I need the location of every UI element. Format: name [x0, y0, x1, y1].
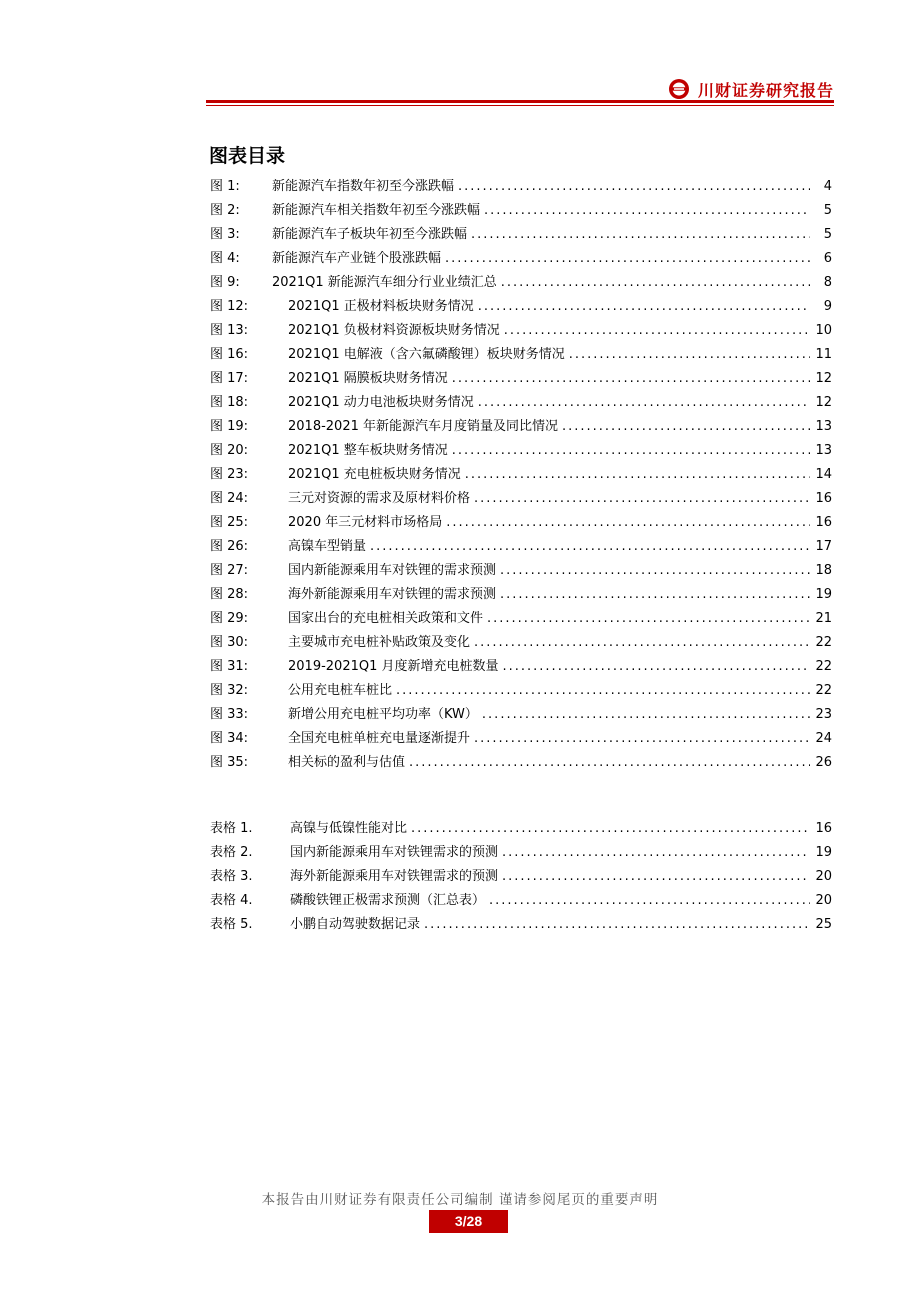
figure-entry[interactable]	[210, 583, 832, 607]
toc-entry-title: 新能源汽车相关指数年初至今涨跌幅	[272, 203, 481, 218]
toc-entry-number: 图 32:	[210, 683, 249, 698]
toc-entry-title: 2021Q1 动力电池板块财务情况	[288, 395, 474, 410]
figure-entry[interactable]	[210, 367, 832, 391]
toc-leader-dots	[474, 487, 810, 511]
toc-entry-page: 22	[815, 635, 832, 650]
toc-entry-page: 24	[815, 731, 832, 746]
toc-leader-dots	[452, 439, 810, 463]
toc-leader-dots	[500, 583, 810, 607]
toc-entry-title: 国内新能源乘用车对铁锂的需求预测	[288, 563, 497, 578]
toc-entry-title: 高镍车型销量	[288, 539, 367, 554]
toc-entry-page: 22	[815, 683, 832, 698]
toc-entry-number: 图 25:	[210, 515, 249, 530]
figure-entry[interactable]	[210, 463, 832, 487]
toc-entry-page: 4	[823, 179, 832, 194]
toc-entry-page: 13	[815, 419, 832, 434]
figure-entry[interactable]	[210, 679, 832, 703]
toc-entry-page: 19	[815, 845, 832, 860]
figure-entry[interactable]	[210, 391, 832, 415]
toc-entry-number: 图 26:	[210, 539, 249, 554]
brand-name: 川财证券研究报告	[697, 80, 834, 100]
toc-entry-page: 6	[823, 251, 832, 266]
toc-entry-page: 11	[815, 347, 832, 362]
toc-entry-page: 12	[815, 371, 832, 386]
toc-entry-title: 小鹏自动驾驶数据记录	[290, 917, 421, 932]
toc-entry-number: 图 18:	[210, 395, 249, 410]
table-entry[interactable]	[210, 865, 832, 889]
toc-entry-page: 12	[815, 395, 832, 410]
toc-entry-number: 图 17:	[210, 371, 249, 386]
toc-entry-page: 8	[823, 275, 832, 290]
figure-entry[interactable]	[210, 511, 832, 535]
toc-leader-dots	[370, 535, 810, 559]
toc-entry-page: 16	[815, 491, 832, 506]
table-entry[interactable]	[210, 841, 832, 865]
figure-entry[interactable]	[210, 175, 832, 199]
table-entry[interactable]	[210, 913, 832, 937]
figure-entry[interactable]	[210, 487, 832, 511]
figure-entry[interactable]	[210, 439, 832, 463]
toc-leader-dots	[465, 463, 810, 487]
figure-entry[interactable]	[210, 631, 832, 655]
figure-entry[interactable]	[210, 247, 832, 271]
toc-leader-dots	[478, 295, 810, 319]
toc-entry-number: 图 29:	[210, 611, 249, 626]
toc-entry-title: 2021Q1 负极材料资源板块财务情况	[288, 323, 500, 338]
toc-entry-title: 国家出台的充电桩相关政策和文件	[288, 611, 484, 626]
figure-entry[interactable]	[210, 535, 832, 559]
toc-entry-title: 2021Q1 正极材料板块财务情况	[288, 299, 474, 314]
toc-leader-dots	[502, 865, 810, 889]
figure-entry[interactable]	[210, 295, 832, 319]
toc-leader-dots	[569, 343, 810, 367]
table-entry[interactable]	[210, 817, 832, 841]
figure-entry[interactable]	[210, 415, 832, 439]
toc-leader-dots	[471, 223, 810, 247]
header-brand	[668, 76, 834, 102]
toc-entry-number: 图 9:	[210, 275, 240, 290]
toc-entry-title: 新能源汽车子板块年初至今涨跌幅	[272, 227, 468, 242]
toc-entry-title: 公用充电桩车桩比	[288, 683, 393, 698]
toc-entry-number: 表格 2.	[210, 845, 253, 860]
toc-entry-page: 16	[815, 515, 832, 530]
toc-entry-number: 图 27:	[210, 563, 249, 578]
toc-entry-title: 2019-2021Q1 月度新增充电桩数量	[288, 659, 499, 674]
toc-entry-title: 2018-2021 年新能源汽车月度销量及同比情况	[288, 419, 558, 434]
toc-entry-title: 国内新能源乘用车对铁锂需求的预测	[290, 845, 499, 860]
toc-entry-title: 海外新能源乘用车对铁锂需求的预测	[290, 869, 499, 884]
toc-leader-dots	[396, 679, 810, 703]
toc-entry-number: 图 35:	[210, 755, 249, 770]
toc-entry-page: 5	[823, 203, 832, 218]
toc-entry-page: 13	[815, 443, 832, 458]
toc-entry-number: 图 12:	[210, 299, 249, 314]
figure-entry[interactable]	[210, 271, 832, 295]
toc-entry-title: 主要城市充电桩补贴政策及变化	[288, 635, 471, 650]
toc-entry-page: 17	[815, 539, 832, 554]
toc-entry-title: 2021Q1 电解液（含六氟磷酸锂）板块财务情况	[288, 347, 565, 362]
toc-leader-dots	[502, 841, 810, 865]
toc-entry-title: 2021Q1 整车板块财务情况	[288, 443, 448, 458]
toc-entry-number: 图 30:	[210, 635, 249, 650]
toc-entry-title: 新能源汽车产业链个股涨跌幅	[272, 251, 442, 266]
toc-entry-title: 三元对资源的需求及原材料价格	[288, 491, 471, 506]
toc-leader-dots	[489, 889, 810, 913]
toc-entry-number: 图 19:	[210, 419, 249, 434]
toc-entry-title: 相关标的盈利与估值	[288, 755, 406, 770]
toc-entry-number: 图 16:	[210, 347, 249, 362]
figure-list	[210, 175, 832, 775]
toc-entry-page: 22	[815, 659, 832, 674]
toc-leader-dots	[458, 175, 810, 199]
figure-entry[interactable]	[210, 199, 832, 223]
toc-entry-page: 5	[823, 227, 832, 242]
chuancai-logo-icon	[668, 78, 690, 100]
toc-entry-title: 2021Q1 充电桩板块财务情况	[288, 467, 461, 482]
toc-entry-number: 表格 1.	[210, 821, 253, 836]
figure-entry[interactable]	[210, 223, 832, 247]
toc-leader-dots	[482, 703, 810, 727]
toc-entry-number: 图 34:	[210, 731, 249, 746]
toc-leader-dots	[503, 655, 811, 679]
toc-entry-title: 2021Q1 新能源汽车细分行业业绩汇总	[272, 275, 497, 290]
toc-leader-dots	[452, 367, 810, 391]
figure-entry[interactable]	[210, 655, 832, 679]
toc-entry-number: 表格 5.	[210, 917, 253, 932]
figure-entry[interactable]	[210, 751, 832, 775]
table-list	[210, 817, 832, 937]
toc-entry-number: 表格 4.	[210, 893, 253, 908]
toc-entry-number: 图 3:	[210, 227, 240, 242]
header-rule	[206, 100, 834, 103]
footer-disclaimer: 本报告由川财证券有限责任公司编制 谨请参阅尾页的重要声明	[261, 1192, 659, 1208]
toc-leader-dots	[424, 913, 810, 937]
toc-entry-page: 19	[815, 587, 832, 602]
toc-entry-page: 21	[815, 611, 832, 626]
table-entry[interactable]	[210, 889, 832, 913]
figure-entry[interactable]	[210, 607, 832, 631]
toc-entry-page: 9	[823, 299, 832, 314]
toc-entry-number: 图 24:	[210, 491, 249, 506]
page-title: 图表目录	[209, 145, 286, 167]
toc-entry-title: 新增公用充电桩平均功率（KW）	[288, 707, 478, 722]
toc-leader-dots	[474, 727, 810, 751]
toc-entry-title: 海外新能源乘用车对铁锂的需求预测	[288, 587, 497, 602]
toc-entry-number: 图 33:	[210, 707, 249, 722]
figure-entry[interactable]	[210, 703, 832, 727]
header-rule-thin	[206, 105, 834, 106]
toc-entry-number: 图 4:	[210, 251, 240, 266]
toc-entry-page: 25	[815, 917, 832, 932]
toc-entry-page: 14	[815, 467, 832, 482]
toc-entry-page: 18	[815, 563, 832, 578]
toc-entry-page: 23	[815, 707, 832, 722]
toc-entry-number: 表格 3.	[210, 869, 253, 884]
toc-entry-page: 16	[815, 821, 832, 836]
toc-entry-title: 高镍与低镍性能对比	[290, 821, 408, 836]
toc-leader-dots	[487, 607, 810, 631]
toc-entry-number: 图 23:	[210, 467, 249, 482]
toc-leader-dots	[445, 247, 810, 271]
figure-entry[interactable]	[210, 343, 832, 367]
toc-leader-dots	[411, 817, 810, 841]
toc-leader-dots	[504, 319, 810, 343]
toc-entry-number: 图 2:	[210, 203, 240, 218]
toc-entry-title: 新能源汽车指数年初至今涨跌幅	[272, 179, 455, 194]
toc-entry-title: 磷酸铁锂正极需求预测（汇总表）	[290, 893, 486, 908]
toc-entry-number: 图 13:	[210, 323, 249, 338]
figure-entry[interactable]	[210, 319, 832, 343]
toc-entry-number: 图 20:	[210, 443, 249, 458]
toc-leader-dots	[501, 271, 810, 295]
toc-leader-dots	[562, 415, 810, 439]
toc-entry-page: 20	[815, 893, 832, 908]
toc-entry-number: 图 28:	[210, 587, 249, 602]
toc-entry-title: 2021Q1 隔膜板块财务情况	[288, 371, 448, 386]
toc-entry-page: 26	[815, 755, 832, 770]
toc-leader-dots	[446, 511, 810, 535]
toc-entry-page: 20	[815, 869, 832, 884]
figure-entry[interactable]	[210, 727, 832, 751]
toc-leader-dots	[500, 559, 810, 583]
toc-leader-dots	[478, 391, 810, 415]
toc-entry-page: 10	[815, 323, 832, 338]
toc-leader-dots	[409, 751, 810, 775]
toc-entry-title: 2020 年三元材料市场格局	[288, 515, 443, 530]
toc-leader-dots	[474, 631, 810, 655]
page-number: 3/28	[429, 1210, 508, 1233]
toc-entry-number: 图 31:	[210, 659, 249, 674]
figure-entry[interactable]	[210, 559, 832, 583]
toc-entry-number: 图 1:	[210, 179, 240, 194]
toc-entry-title: 全国充电桩单桩充电量逐渐提升	[288, 731, 471, 746]
toc-leader-dots	[484, 199, 810, 223]
